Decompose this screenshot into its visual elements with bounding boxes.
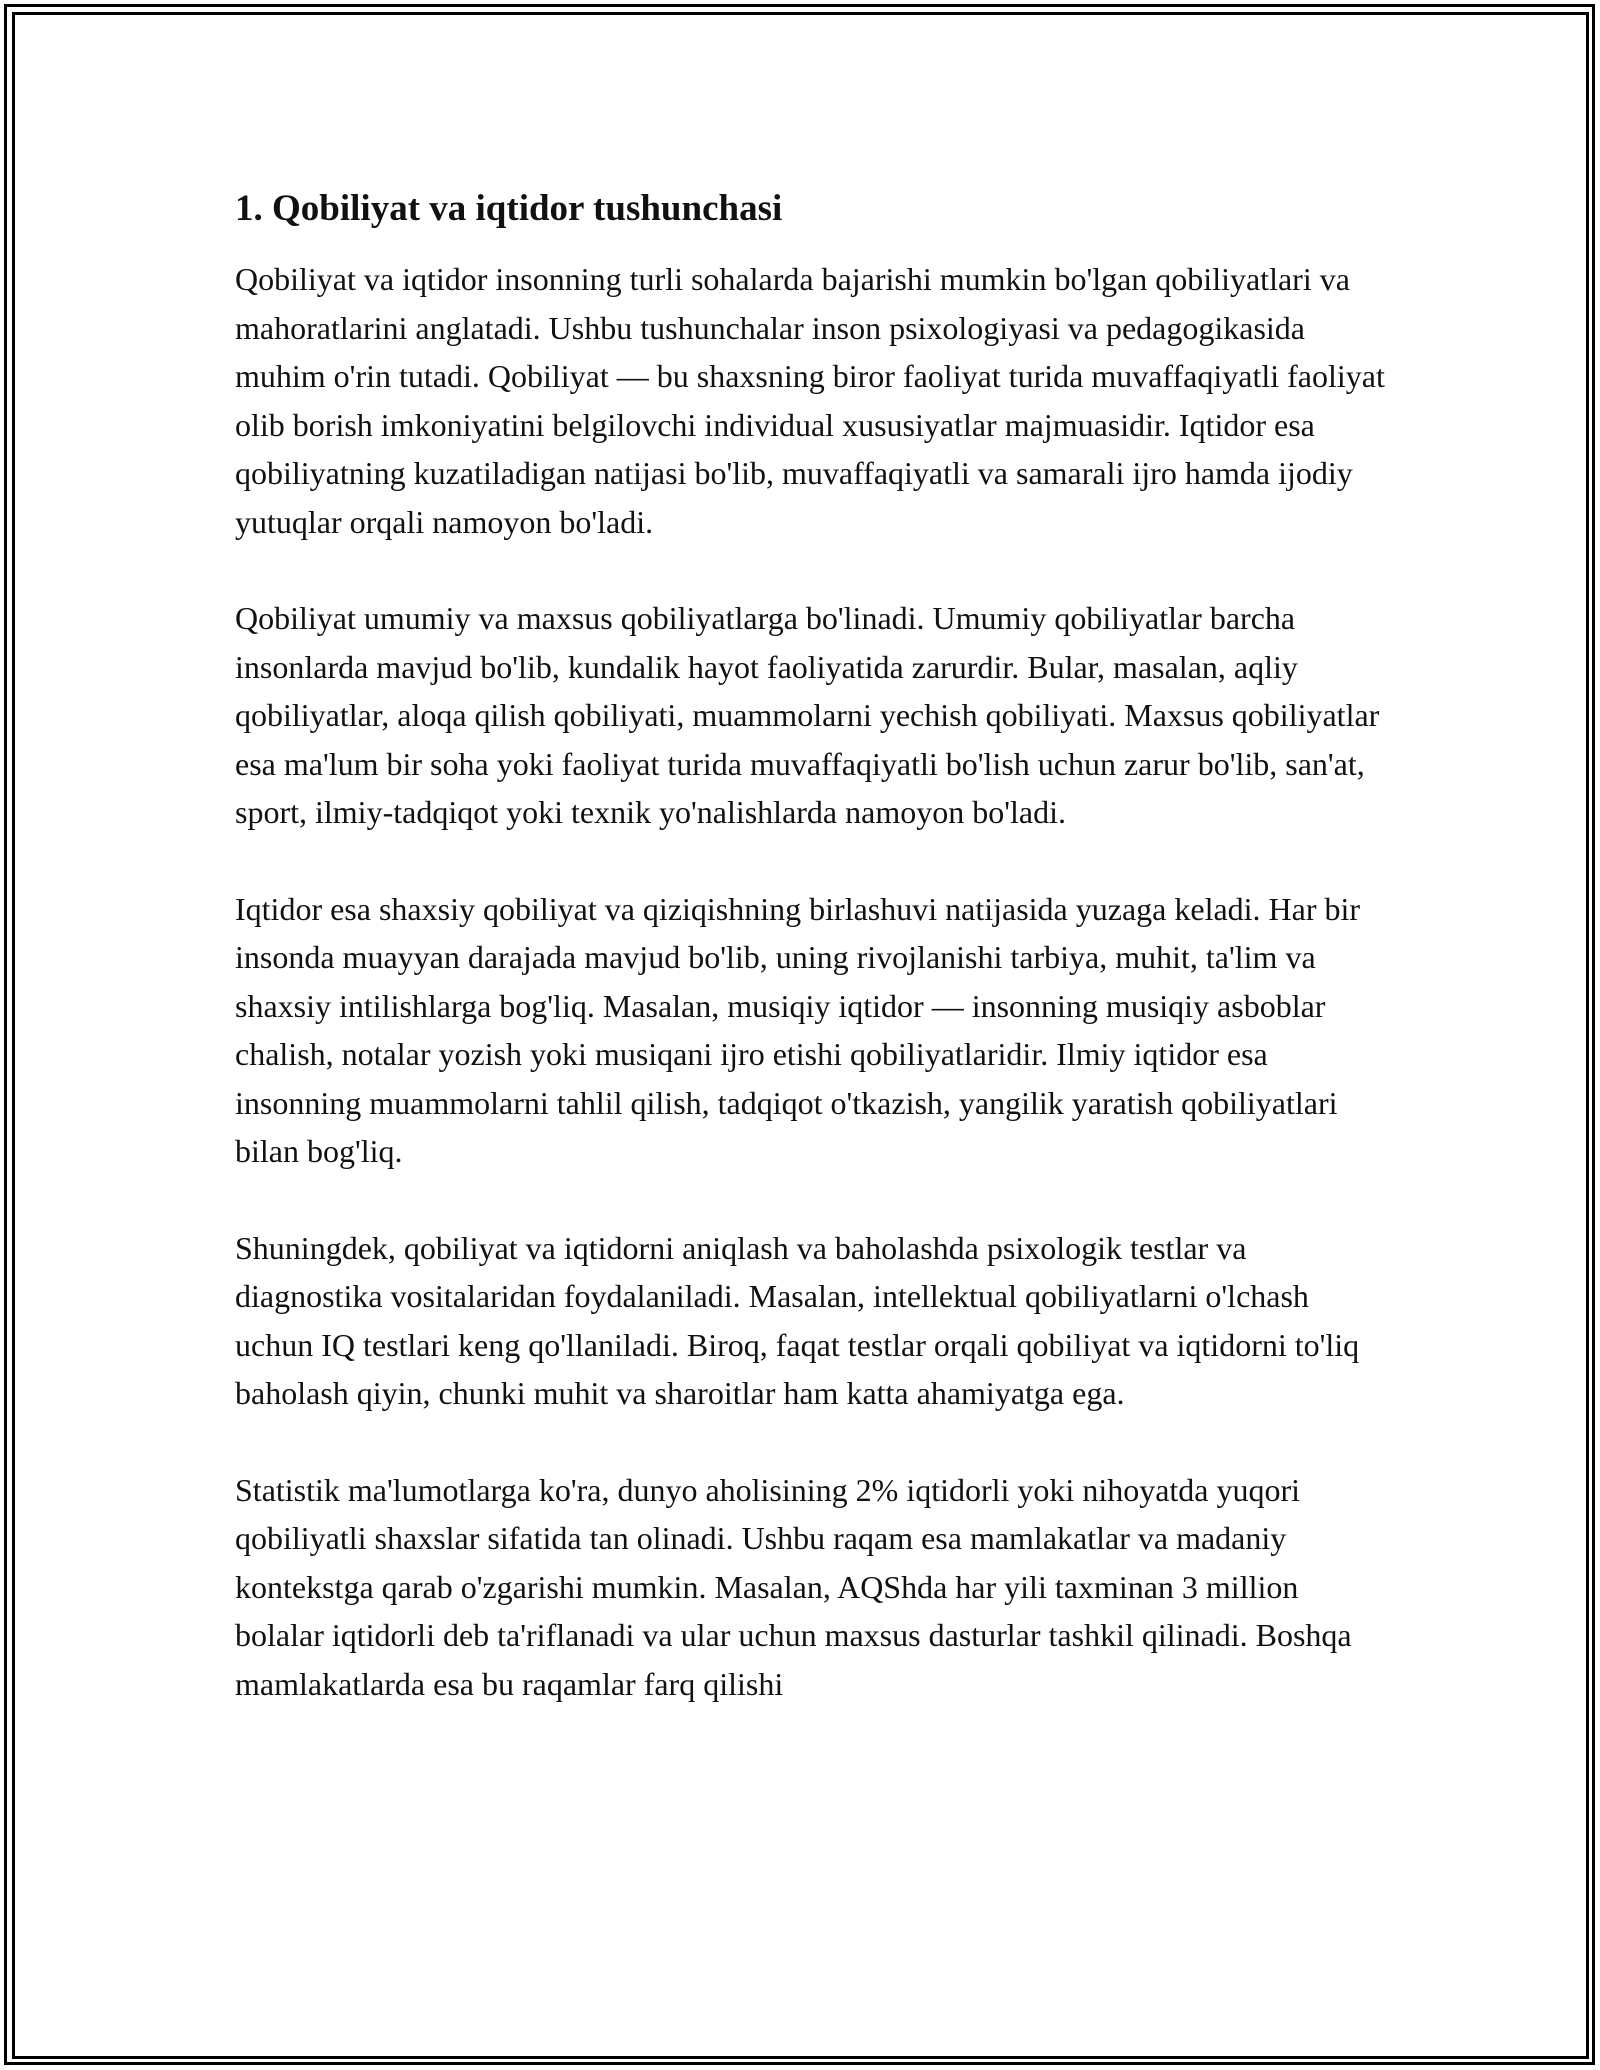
paragraph-2: Qobiliyat umumiy va maxsus qobiliyatlarga bo'linadi. Umumiy qobiliyatlar barcha insonlarda mavjud bo'lib, kundalik hayot faoliyatida zarurdir. Bular, masalan, aqliy qobiliyatlar, aloqa qilish qobiliyati, muammolarni yechish qobiliyati. Maxsus qobiliyatlar esa ma'lum bir soha yoki faoliyat turida muvaffaqiyatli bo'lish uchun zarur bo'lib, san'at, sport, ilmiy-tadqiqot yoki texnik yo'nalishlarda namoyon bo'ladi.	[235, 600, 1380, 830]
paragraph-5: Statistik ma'lumotlarga ko'ra, dunyo aholisining 2% iqtidorli yoki nihoyatda yuqori qobiliyatli shaxslar sifatida tan olinadi. Ushbu raqam esa mamlakatlar va madaniy kontekstga qarab o'zgarishi mumkin. Masalan, AQShda har yili taxminan 3 million bolalar iqtidorli deb ta'riflanadi va ular uchun maxsus dasturlar tashkil qilinadi. Boshqa mamlakatlarda esa bu raqamlar farq qilishi	[235, 1471, 1352, 1702]
section-heading: 1. Qobiliyat va iqtidor tushunchasi	[235, 188, 783, 229]
paragraph-3: Iqtidor esa shaxsiy qobiliyat va qiziqishning birlashuvi natijasida yuzaga keladi. Har bir insonda muayyan darajada mavjud bo'lib, uning rivojlanishi tarbiya, muhit, ta'lim va shaxsiy intilishlarga bog'liq. Masalan, musiqiy iqtidor — insonning musiqiy asboblar chalish, notalar yozish yoki musiqani ijro etishi qobiliyatlaridir. Ilmiy iqtidor esa insonning muammolarni tahlil qilish, tadqiqot o'tkazish, yangilik yaratish qobiliyatlari bilan bog'liq.	[235, 890, 1361, 1169]
paragraph-4: Shuningdek, qobiliyat va iqtidorni aniqlash va baholashda psixologik testlar va diagnostika vositalaridan foydalaniladi. Masalan, intellektual qobiliyatlarni o'lchash uchun IQ testlari keng qo'llaniladi. Biroq, faqat testlar orqali qobiliyat va iqtidorni to'liq baholash qiyin, chunki muhit va sharoitlar ham katta ahamiyatga ega.	[235, 1229, 1360, 1411]
paragraph-1: Qobiliyat va iqtidor insonning turli sohalarda bajarishi mumkin bo'lgan qobiliyatlari va mahoratlarini anglatadi. Ushbu tushunchalar inson psixologiyasi va pedagogikasida muhim o'rin tutadi. Qobiliyat — bu shaxsning biror faoliyat turida muvaffaqiyatli faoliyat olib borish imkoniyatini belgilovchi individual xususiyatlar majmuasidir. Iqtidor esa qobiliyatning kuzatiladigan natijasi bo'lib, muvaffaqiyatli va samarali ijro hamda ijodiy yutuqlar orqali namoyon bo'ladi.	[235, 261, 1385, 540]
document-body	[235, 185, 1390, 1756]
